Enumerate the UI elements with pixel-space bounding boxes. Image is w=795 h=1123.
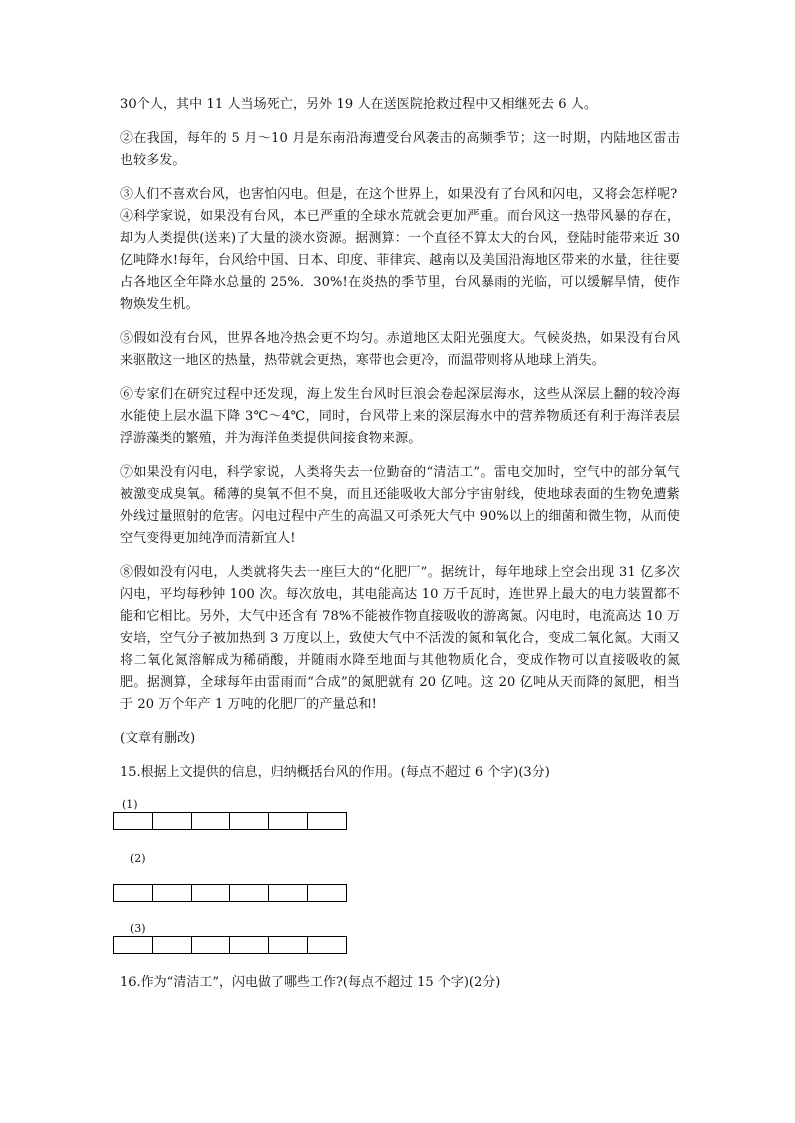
answer-cell[interactable] [308,813,346,829]
article-paragraph-3: ③人们不喜欢台风，也害怕闪电。但是，在这个世界上，如果没有了台风和闪电，又将会怎样呢? [120,187,678,202]
answer-cell[interactable] [269,937,308,953]
article-paragraph-4: ④科学家说，如果没有台风，本已严重的全球水荒就会更加严重。而台风这一热带风暴的存在，却为人类提供(送来)了大量的淡水资源。据测算：一个直径不算太大的台风，登陆时能带来近 30 亿吨降水!每年，台风给中国、日本、印度、菲律宾、越南以及美国沿海地区带来的水量，往往要占各地区全年降水总量的 25%．30%!在炎热的季节里，台风暴雨的光临，可以缓解旱情，使作物焕发生机。 [120,209,680,312]
answer-boxes[interactable] [113,884,347,902]
article-paragraph-8: ⑧假如没有闪电，人类就将失去一座巨大的“化肥厂”。据统计，每年地球上空会出现 31 亿多次闪电，平均每秒钟 100 次。每次放电，其电能高达 10 万千瓦时，连世界上最大的电力装置都不能和它相比。另外，大气中还含有 78%不能被作物直接吸收的游离氮。闪电时，电流高达 10 万安培，空气分子被加热到 3 万度以上，致使大气中不活泼的氮和氧化合，变成二氧化氮。大雨又将二氧化氮溶解成为稀硝酸，并随雨水降至地面与其他物质化合，变成作物可以直接吸收的氮肥。据测算，全球每年由雷雨而“合成”的氮肥就有 20 亿吨。这 20 亿吨从天而降的氮肥，相当于 20 万个年产 1 万吨的化肥厂的产量总和! [120,565,680,712]
answer-cell[interactable] [153,885,192,901]
question-15: 15.根据上文提供的信息，归纳概括台风的作用。(每点不超过 6 个字)(3分) [120,765,550,780]
answer-cell[interactable] [269,813,308,829]
answer-cell[interactable] [230,885,269,901]
answer-cell[interactable] [192,937,231,953]
answer-3 [120,922,680,954]
answer-cell[interactable] [269,885,308,901]
answer-cell[interactable] [153,813,192,829]
answer-cell[interactable] [114,813,153,829]
answer-label: (3) [130,922,146,935]
article-paragraph-5: ⑤假如没有台风，世界各地冷热会更不均匀。赤道地区太阳光强度大。气候炎热，如果没有台风来驱散这一地区的热量，热带就会更热，寒带也会更冷，而温带则将从地球上消失。 [120,331,680,368]
article-paragraph-2: ②在我国，每年的 5 月～10 月是东南沿海遭受台风袭击的高频季节；这一时期，内陆地区雷击也较多发。 [120,131,680,168]
answer-cell[interactable] [153,937,192,953]
answer-label: (2) [130,852,146,865]
answer-cell[interactable] [308,885,346,901]
answer-1 [120,798,680,830]
document-page [120,94,680,994]
question-16: 16.作为“清洁工”，闪电做了哪些工作?(每点不超过 15 个字)(2分) [120,975,501,990]
answer-boxes[interactable] [113,936,347,954]
answer-cell[interactable] [192,813,231,829]
article-paragraph-6: ⑥专家们在研究过程中还发现，海上发生台风时巨浪会卷起深层海水，这些从深层上翻的较冷海水能使上层水温下降 3℃～4℃，同时，台风带上来的深层海水中的营养物质还有利于海洋表层浮游藻类的繁殖，并为海洋鱼类提供间接食物来源。 [120,387,680,446]
edit-note: (文章有删改) [120,731,196,746]
answer-boxes[interactable] [113,812,347,830]
answer-cell[interactable] [192,885,231,901]
answer-2 [120,852,680,902]
answer-cell[interactable] [308,937,346,953]
answer-cell[interactable] [114,937,153,953]
article-paragraph-7: ⑦如果没有闪电，科学家说，人类将失去一位勤奋的“清洁工”。雷电交加时，空气中的部分氧气被激变成臭氧。稀薄的臭氧不但不臭，而且还能吸收大部分宇宙射线，使地球表面的生物免遭紫外线过量照射的危害。闪电过程中产生的高温又可杀死大气中 90%以上的细菌和微生物，从而使空气变得更加纯净而清新宜人! [120,465,680,546]
answer-label: (1) [122,798,138,811]
answer-cell[interactable] [114,885,153,901]
article-paragraph-intro: 30个人，其中 11 人当场死亡，另外 19 人在送医院抢救过程中又相继死去 6 人。 [120,97,597,112]
answer-cell[interactable] [230,937,269,953]
answer-cell[interactable] [230,813,269,829]
